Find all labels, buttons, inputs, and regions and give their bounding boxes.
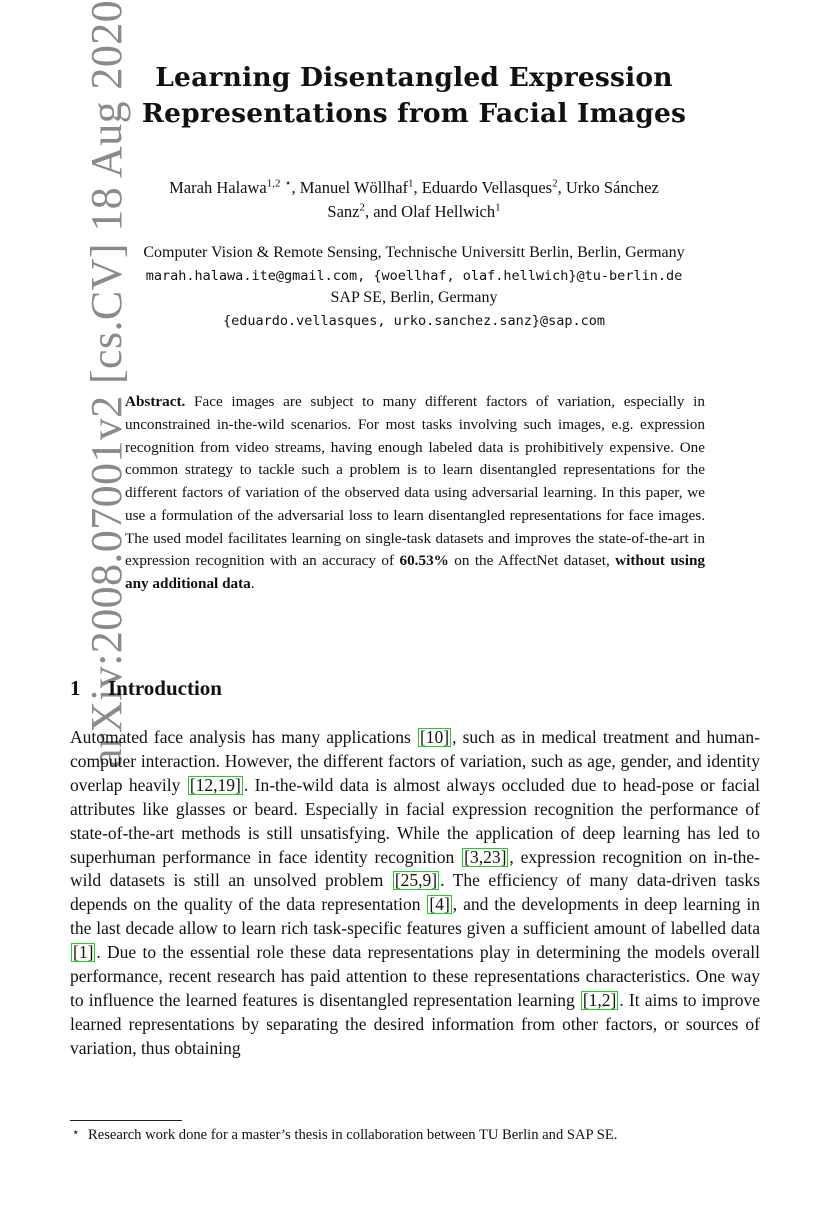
abstract-accuracy: 60.53% (399, 552, 449, 570)
abstract-label: Abstract. (125, 393, 186, 410)
emails-2: {eduardo.vellasques, urko.sanchez.sanz}@sap.com (222, 312, 605, 329)
paper-title (90, 60, 738, 132)
intro-text: , and the developments in deep learning in the last decade allow to learn rich task-specific features given a sufficient amount of labelled data (70, 894, 760, 939)
author-2: Manuel Wöllhaf (299, 178, 409, 197)
author-5: Olaf Hellwich (401, 202, 496, 221)
arxiv-identifier: arXiv:2008.07001v2 [cs.CV] 18 Aug 2020 (82, 0, 131, 768)
author-2-affil: 1 (408, 177, 414, 190)
author-3-affil: 2 (552, 177, 558, 190)
arxiv-side-stamp (17, 0, 131, 768)
author-1: Marah Halawa (169, 178, 267, 197)
emails-1: marah.halawa.ite@gmail.com, {woellhaf, olaf.hellwich}@tu-berlin.de (145, 267, 683, 284)
abstract (125, 391, 705, 596)
citation-link[interactable]: [12,19] (189, 774, 241, 795)
citation-link[interactable]: [1] (73, 942, 94, 963)
intro-text: Automated face analysis has many applications (70, 727, 417, 747)
intro-text: . Due to the essential role these data representations play in determining the models overall performance, recent research has paid attention to these representations characteristics. One way to influence the learned features is disentangled representation learning (70, 942, 760, 1010)
intro-text: , such as in medical treatment and human-computer interaction. However, the different factors of variation, such as age, gender, and identity overlap heavily (70, 727, 760, 795)
author-1-star: ⋆ (284, 177, 292, 190)
citation-link[interactable]: [25,9] (394, 870, 438, 891)
author-1-affil: 1,2 (266, 177, 281, 190)
title-line-2: Representations from Facial Images (141, 98, 687, 129)
abstract-emphasis: without using any additional data (125, 552, 705, 592)
affiliations (60, 242, 768, 332)
introduction-paragraph (70, 726, 760, 1061)
intro-text: . The efficiency of many data-driven tasks depends on the quality of the data representation (70, 870, 760, 915)
citation-link[interactable]: [3,23] (464, 846, 507, 867)
section-heading (70, 674, 222, 702)
citation-link[interactable]: [10] (419, 727, 450, 747)
citation-link[interactable]: [1,2] (582, 989, 617, 1010)
footnote-mark: ⋆ (72, 1125, 80, 1139)
author-and: and (373, 202, 398, 221)
author-5-affil: 1 (495, 201, 501, 214)
author-list: Marah Halawa$^{1,2}$ ⋆, Manuel Wöllhaf$^1$, Eduardo Vellasques$^2$, Urko Sánchez Sanz$^2$, and Olaf Hellwich$^1$ (169, 177, 659, 221)
author-4-last: Sanz (327, 202, 360, 221)
section-number: 1 (70, 676, 81, 700)
footnote-divider (70, 1120, 182, 1121)
intro-text: . It aims to improve learned representations by separating the desired information from other factors, or sources of variation, thus obtaining (70, 989, 760, 1058)
author-3: Eduardo Vellasques (421, 178, 553, 197)
author-4-affil: 2 (359, 201, 365, 214)
intro-text: , expression recognition on in-the-wild datasets is still an unsolved problem (70, 846, 760, 891)
affiliation-1: Computer Vision & Remote Sensing, Technische Universitt Berlin, Berlin, Germany (143, 244, 685, 261)
section-title: Introduction (108, 676, 222, 700)
citation-link[interactable]: [4] (429, 894, 450, 915)
intro-text: . In-the-wild data is almost always occluded due to head-pose or facial attributes like glasses or beard. Especially in facial expression recognition the performance of state-of-the-art methods is still unsatisfying. While the application of deep learning has led to superhuman performance in face identity recognition (70, 774, 760, 867)
affiliation-2: SAP SE, Berlin, Germany (330, 289, 498, 306)
footnote (70, 1125, 760, 1146)
abstract-text-2: on the AffectNet dataset, (448, 552, 616, 570)
footnote-text: Research work done for a master’s thesis in collaboration between TU Berlin and SAP SE. (88, 1127, 618, 1143)
title-line-1: Learning Disentangled Expression (155, 62, 673, 93)
abstract-text-1: Face images are subject to many different factors of variation, especially in unconstrained in-the-wild scenarios. For most tasks involving such images, e.g. expression recognition from video streams, having enough labeled data is prohibitively expensive. One common strategy to tackle such a problem is to learn disentangled representations for the different factors of variation of the observed data using adversarial learning. In this paper, we use a formulation of the adversarial loss to learn disentangled representations for face images. The used model facilitates learning on single-task datasets and improves the state-of-the-art in expression recognition with an accuracy of (125, 393, 705, 570)
abstract-end: . (250, 575, 255, 592)
author-4-first: Urko Sánchez (565, 178, 659, 197)
